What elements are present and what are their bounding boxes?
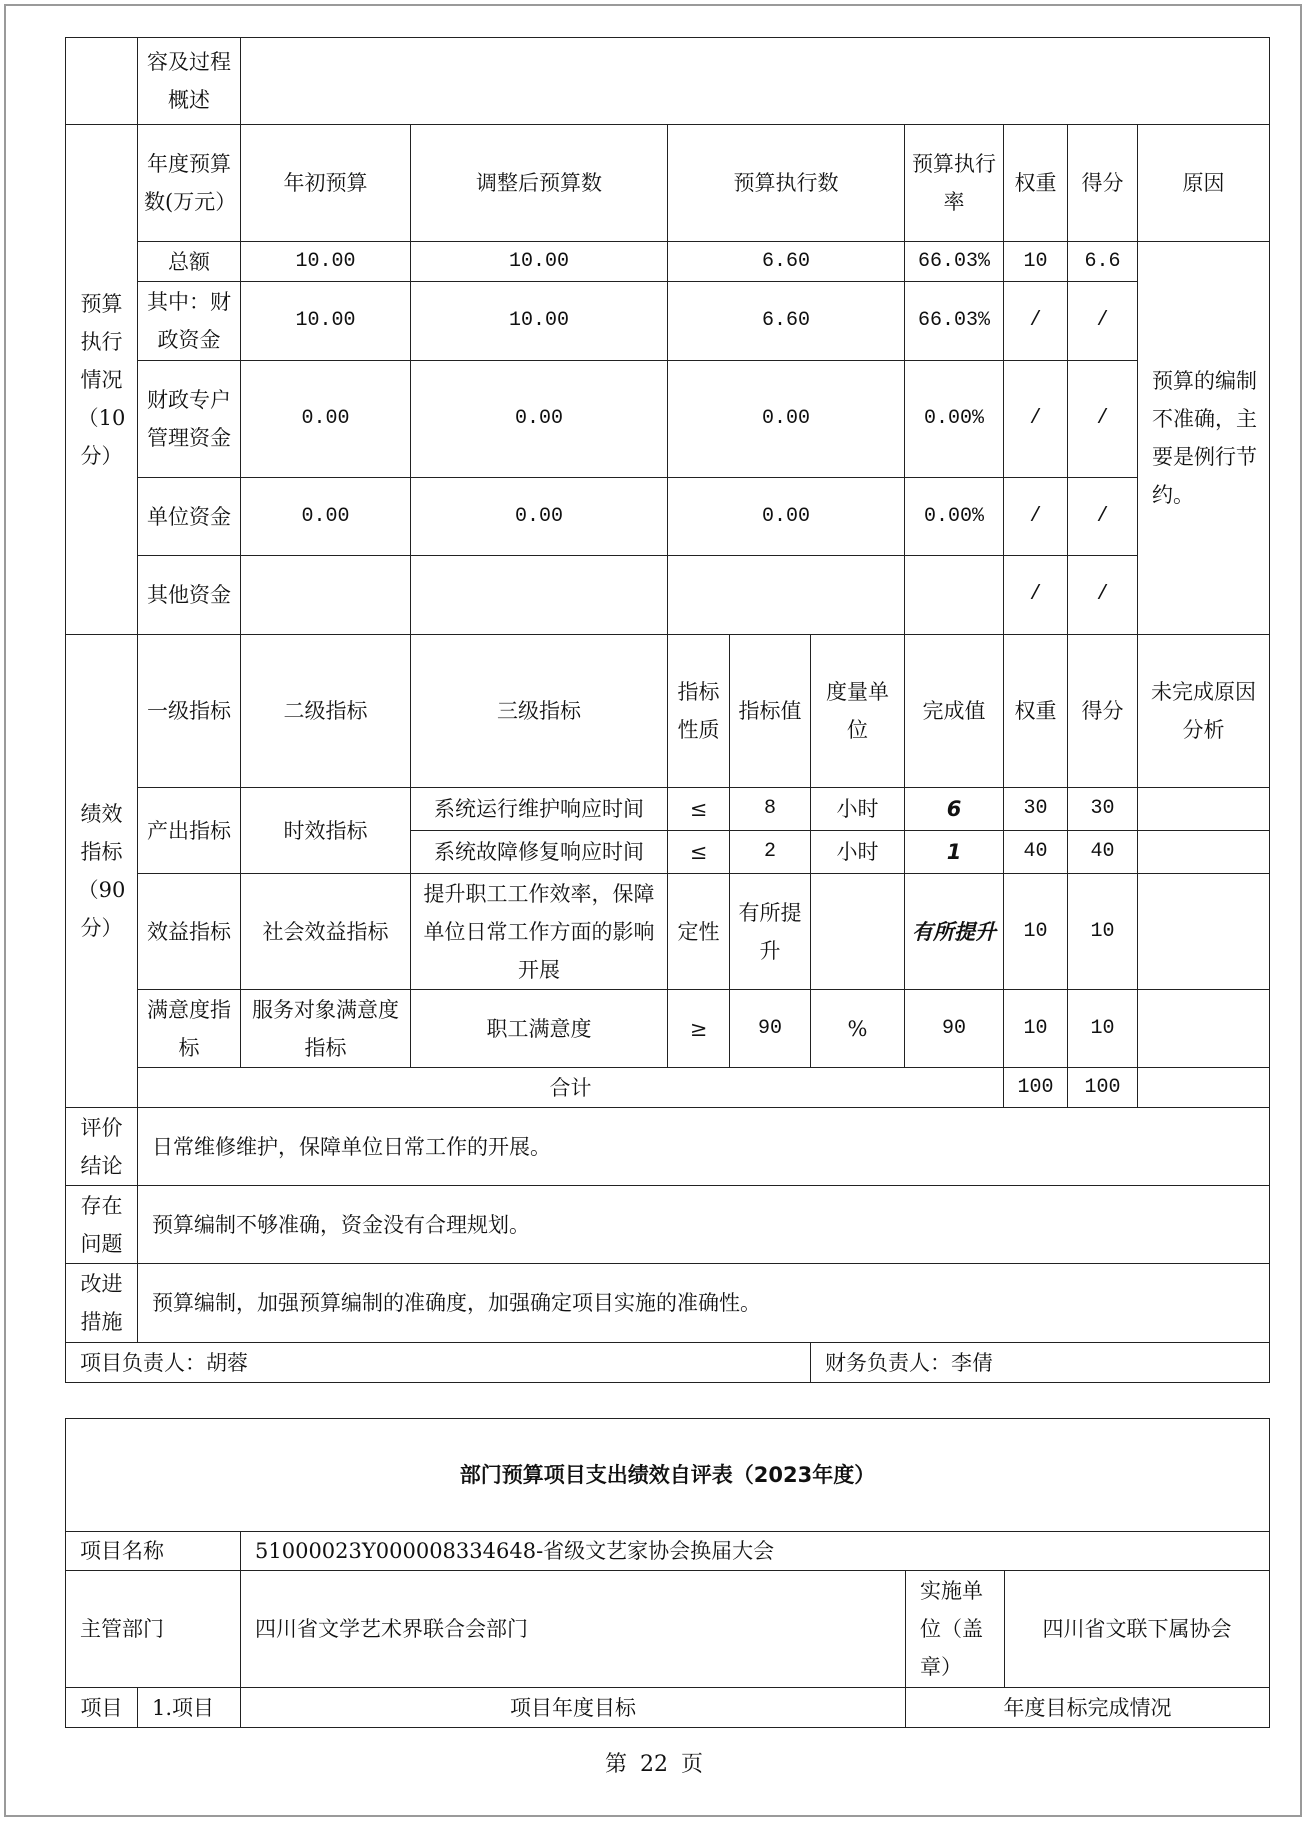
perf-hdr-level1: 一级指标 <box>138 635 241 788</box>
hdr-exec-rate: 预算执行率 <box>905 125 1004 242</box>
budget-score: / <box>1068 478 1138 556</box>
hdr-weight: 权重 <box>1004 125 1068 242</box>
perf-reason <box>1138 990 1270 1068</box>
hdr-initial-budget: 年初预算 <box>241 125 411 242</box>
perf-reason <box>1138 874 1270 990</box>
total-score: 100 <box>1068 1068 1138 1108</box>
perf-unit: 小时 <box>811 831 905 874</box>
perf-level2: 时效指标 <box>241 788 411 874</box>
total-reason <box>1138 1068 1270 1108</box>
project-label: 项目 <box>66 1688 138 1728</box>
page-number: 第 22 页 <box>605 1752 703 1777</box>
perf-level1: 满意度指标 <box>138 990 241 1068</box>
budget-executed: 6.60 <box>668 242 905 282</box>
budget-score: / <box>1068 361 1138 478</box>
budget-executed: 0.00 <box>668 361 905 478</box>
budget-adjusted <box>411 556 668 635</box>
perf-hdr-nature: 指标性质 <box>668 635 730 788</box>
budget-section-label: 预算执行情况（10分） <box>66 125 138 635</box>
perf-reason <box>1138 831 1270 874</box>
dept-value: 四川省文学艺术界联合会部门 <box>241 1571 906 1688</box>
impl-label: 实施单位（盖章） <box>906 1571 1005 1688</box>
budget-executed: 0.00 <box>668 478 905 556</box>
budget-weight: / <box>1004 556 1068 635</box>
perf-value: 90 <box>730 990 811 1068</box>
perf-weight: 30 <box>1004 788 1068 831</box>
budget-rate: 66.03% <box>905 242 1004 282</box>
budget-score: / <box>1068 282 1138 361</box>
problems-label: 存在问题 <box>66 1186 138 1264</box>
perf-level3: 系统运行维护响应时间 <box>411 788 668 831</box>
perf-score: 40 <box>1068 831 1138 874</box>
budget-initial: 0.00 <box>241 361 411 478</box>
budget-row-label: 单位资金 <box>138 478 241 556</box>
perf-hdr-unit: 度量单位 <box>811 635 905 788</box>
total-weight: 100 <box>1004 1068 1068 1108</box>
perf-done: 1 <box>905 831 1004 874</box>
budget-weight: / <box>1004 478 1068 556</box>
budget-executed: 6.60 <box>668 282 905 361</box>
perf-score: 10 <box>1068 990 1138 1068</box>
budget-rate: 66.03% <box>905 282 1004 361</box>
budget-executed <box>668 556 905 635</box>
budget-initial: 10.00 <box>241 242 411 282</box>
perf-level3: 提升职工工作效率，保障单位日常工作方面的影响开展 <box>411 874 668 990</box>
perf-weight: 40 <box>1004 831 1068 874</box>
budget-weight: 10 <box>1004 242 1068 282</box>
perf-level3: 系统故障修复响应时间 <box>411 831 668 874</box>
perf-hdr-done: 完成值 <box>905 635 1004 788</box>
hdr-executed: 预算执行数 <box>668 125 905 242</box>
perf-value: 有所提升 <box>730 874 811 990</box>
project-item-label: 1.项目 <box>138 1688 241 1728</box>
perf-score: 30 <box>1068 788 1138 831</box>
perf-hdr-weight: 权重 <box>1004 635 1068 788</box>
perf-value: 8 <box>730 788 811 831</box>
annual-goal-label: 项目年度目标 <box>241 1688 906 1728</box>
budget-reason: 预算的编制不准确，主要是例行节约。 <box>1138 242 1270 635</box>
perf-done: 90 <box>905 990 1004 1068</box>
row-label-desc: 容及过程概述 <box>138 38 241 125</box>
total-label: 合计 <box>138 1068 1004 1108</box>
perf-level2: 服务对象满意度指标 <box>241 990 411 1068</box>
perf-reason <box>1138 788 1270 831</box>
section-blank <box>66 38 138 125</box>
desc-value <box>241 38 1270 125</box>
table-title: 部门预算项目支出绩效自评表（2023年度） <box>66 1419 1270 1532</box>
hdr-adjusted-budget: 调整后预算数 <box>411 125 668 242</box>
project-lead: 项目负责人：胡蓉 <box>66 1343 811 1383</box>
project-name-label: 项目名称 <box>66 1532 241 1571</box>
budget-weight: / <box>1004 282 1068 361</box>
perf-level3: 职工满意度 <box>411 990 668 1068</box>
perf-unit: 小时 <box>811 788 905 831</box>
budget-row-label: 其中：财政资金 <box>138 282 241 361</box>
perf-value: 2 <box>730 831 811 874</box>
budget-weight: / <box>1004 361 1068 478</box>
perf-done: 6 <box>905 788 1004 831</box>
dept-label: 主管部门 <box>66 1571 241 1688</box>
perf-weight: 10 <box>1004 874 1068 990</box>
impl-value: 四川省文联下属协会 <box>1005 1571 1270 1688</box>
perf-unit: % <box>811 990 905 1068</box>
budget-adjusted: 0.00 <box>411 478 668 556</box>
perf-nature: ≥ <box>668 990 730 1068</box>
perf-hdr-score: 得分 <box>1068 635 1138 788</box>
budget-rate: 0.00% <box>905 361 1004 478</box>
measures-label: 改进措施 <box>66 1264 138 1343</box>
project-name-value: 51000023Y000008334648-省级文艺家协会换届大会 <box>241 1532 1270 1571</box>
budget-initial: 10.00 <box>241 282 411 361</box>
perf-done: 有所提升 <box>905 874 1004 990</box>
perf-nature: ≤ <box>668 788 730 831</box>
conclusion-text: 日常维修维护，保障单位日常工作的开展。 <box>138 1108 1270 1186</box>
perf-nature: 定性 <box>668 874 730 990</box>
hdr-score: 得分 <box>1068 125 1138 242</box>
budget-row-label: 总额 <box>138 242 241 282</box>
budget-initial <box>241 556 411 635</box>
perf-level1: 效益指标 <box>138 874 241 990</box>
conclusion-label: 评价结论 <box>66 1108 138 1186</box>
hdr-annual-budget: 年度预算数(万元） <box>138 125 241 242</box>
perf-level1: 产出指标 <box>138 788 241 874</box>
budget-rate <box>905 556 1004 635</box>
budget-initial: 0.00 <box>241 478 411 556</box>
perf-weight: 10 <box>1004 990 1068 1068</box>
budget-score: / <box>1068 556 1138 635</box>
perf-section-label: 绩效指标（90分） <box>66 635 138 1108</box>
goal-completion-label: 年度目标完成情况 <box>906 1688 1270 1728</box>
problems-text: 预算编制不够准确，资金没有合理规划。 <box>138 1186 1270 1264</box>
budget-adjusted: 10.00 <box>411 282 668 361</box>
perf-level2: 社会效益指标 <box>241 874 411 990</box>
budget-adjusted: 0.00 <box>411 361 668 478</box>
budget-rate: 0.00% <box>905 478 1004 556</box>
finance-lead: 财务负责人：李倩 <box>811 1343 1270 1383</box>
perf-hdr-reason: 未完成原因分析 <box>1138 635 1270 788</box>
perf-hdr-value: 指标值 <box>730 635 811 788</box>
budget-score: 6.6 <box>1068 242 1138 282</box>
budget-adjusted: 10.00 <box>411 242 668 282</box>
hdr-reason: 原因 <box>1138 125 1270 242</box>
perf-hdr-level3: 三级指标 <box>411 635 668 788</box>
budget-row-label: 其他资金 <box>138 556 241 635</box>
perf-hdr-level2: 二级指标 <box>241 635 411 788</box>
project-selfeval-table <box>65 1418 1270 1728</box>
budget-row-label: 财政专户管理资金 <box>138 361 241 478</box>
perf-score: 10 <box>1068 874 1138 990</box>
perf-unit <box>811 874 905 990</box>
perf-nature: ≤ <box>668 831 730 874</box>
measures-text: 预算编制，加强预算编制的准确度，加强确定项目实施的准确性。 <box>138 1264 1270 1343</box>
budget-performance-table <box>65 37 1270 1383</box>
